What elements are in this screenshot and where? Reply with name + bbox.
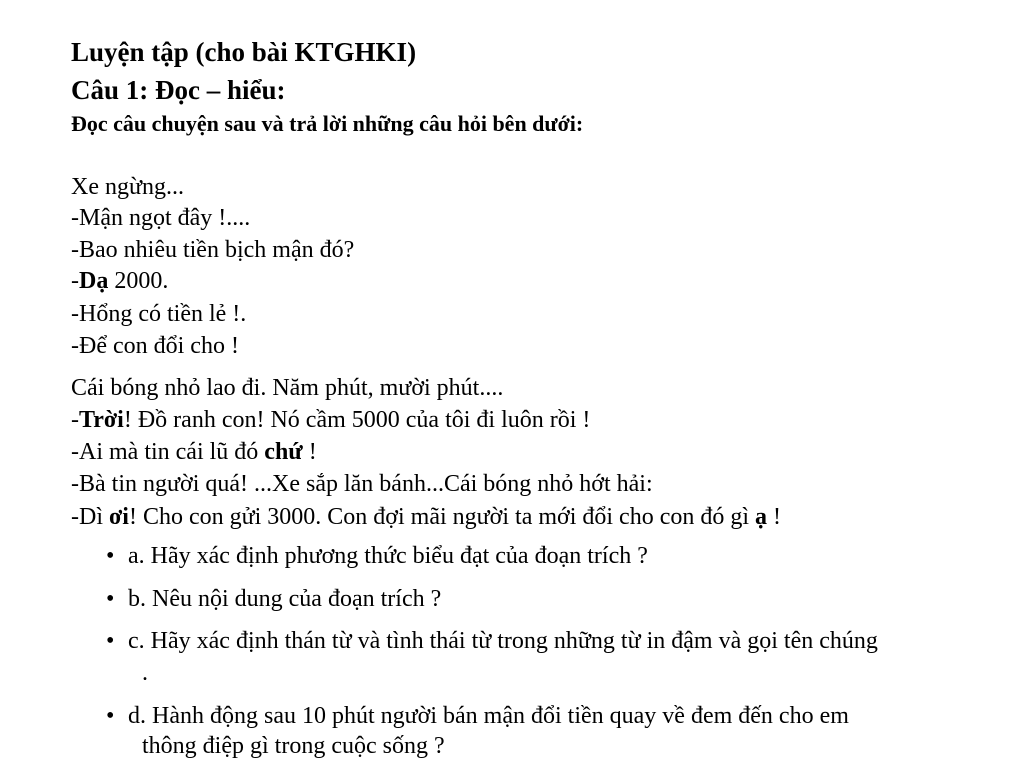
question-item-c-continuation: . <box>142 660 148 686</box>
question-item-a: • a. Hãy xác định phương thức biểu đạt của đoạn trích ? <box>106 543 648 569</box>
story-line: -Hổng có tiền lẻ !. <box>71 301 247 327</box>
story-line: Xe ngừng... <box>71 174 184 200</box>
bullet-icon: • <box>106 628 115 654</box>
question-item-b: • b. Nêu nội dung của đoạn trích ? <box>106 586 442 612</box>
story-line: -Ai mà tin cái lũ đó chứ ! <box>71 439 317 465</box>
question-item-d-continuation: thông điệp gì trong cuộc sống ? <box>142 733 445 759</box>
bold-word: Dạ <box>79 268 109 294</box>
story-line: -Mận ngọt đây !.... <box>71 205 251 231</box>
bullet-icon: • <box>106 586 115 612</box>
bold-word: Trời <box>79 407 124 433</box>
story-line: -Bao nhiêu tiền bịch mận đó? <box>71 237 355 263</box>
bullet-icon: • <box>106 703 115 729</box>
story-line: -Dì ơi! Cho con gửi 3000. Con đợi mãi người ta mới đổi cho con đó gì ạ ! <box>71 504 782 530</box>
bold-word: ơi <box>109 504 129 530</box>
instruction-text: Đọc câu chuyện sau và trả lời những câu hỏi bên dưới: <box>71 111 584 136</box>
story-line: -Trời! Đồ ranh con! Nó cầm 5000 của tôi đi luôn rồi ! <box>71 407 591 433</box>
question-item-c: • c. Hãy xác định thán từ và tình thái từ trong những từ in đậm và gọi tên chúng <box>106 628 878 654</box>
bold-word: ạ <box>755 504 768 530</box>
story-line: -Để con đổi cho ! <box>71 333 239 359</box>
question-heading: Câu 1: Đọc – hiểu: <box>71 75 286 105</box>
bold-word: chứ <box>264 439 303 465</box>
bullet-icon: • <box>106 543 115 569</box>
story-line: Cái bóng nhỏ lao đi. Năm phút, mười phút.... <box>71 375 504 401</box>
question-item-d: • d. Hành động sau 10 phút người bán mận đổi tiền quay về đem đến cho em <box>106 703 849 729</box>
story-line: -Bà tin người quá! ...Xe sắp lăn bánh...Cái bóng nhỏ hớt hải: <box>71 471 653 497</box>
story-line: -Dạ 2000. <box>71 268 169 294</box>
document-title: Luyện tập (cho bài KTGHKI) <box>71 37 417 67</box>
